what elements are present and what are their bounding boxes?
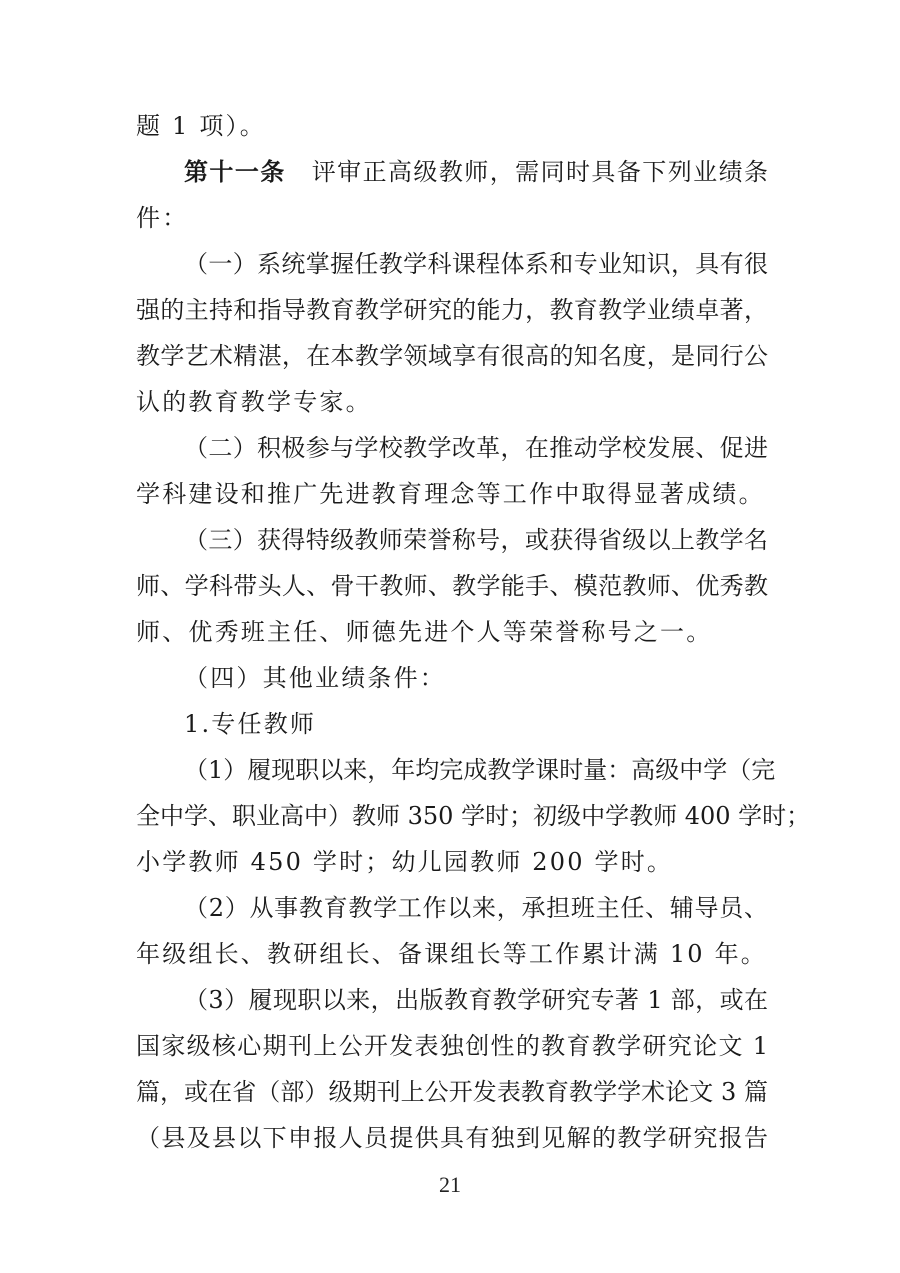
subsection-1-heading: 1.专任教师 <box>184 710 317 738</box>
text-line: 国家级核心期刊上公开发表独创性的教育教学研究论文 1 <box>136 1032 768 1060</box>
text-line: 师、学科带头人、骨干教师、教学能手、模范教师、优秀教 <box>136 572 768 600</box>
page-number: 21 <box>439 1172 461 1197</box>
text-line: 小学教师 450 学时；幼儿园教师 200 学时。 <box>136 848 674 876</box>
text-line: 师、优秀班主任、师德先进个人等荣誉称号之一。 <box>136 618 713 646</box>
text-line: （县及县以下申报人员提供具有独到见解的教学研究报告 <box>136 1124 768 1152</box>
clause-2-line: （二）积极参与学校教学改革，在推动学校发展、促进 <box>184 434 768 462</box>
text-line: 教学艺术精湛，在本教学领域享有很高的知名度，是同行公 <box>136 342 768 370</box>
item-3-line: （3）履现职以来，出版教育教学研究专著 1 部，或在 <box>184 986 768 1014</box>
text-line: 篇，或在省（部）级期刊上公开发表教育教学学术论文 3 篇 <box>136 1078 768 1106</box>
article-11-heading-line <box>184 152 768 192</box>
text-line: 件： <box>136 204 189 232</box>
text-line: 年级组长、教研组长、备课组长等工作累计满 10 年。 <box>136 940 767 968</box>
item-2-line: （2）从事教育教学工作以来，承担班主任、辅导员、 <box>184 894 768 922</box>
article-number: 第十一条 <box>184 158 286 186</box>
clause-1-line: （一）系统掌握任教学科课程体系和专业知识，具有很 <box>184 250 768 278</box>
article-11-intro: 评审正高级教师，需同时具备下列业绩条 <box>311 158 769 186</box>
text-line: 认的教育教学专家。 <box>136 388 372 416</box>
clause-3-line: （三）获得特级教师荣誉称号，或获得省级以上教学名 <box>184 526 768 554</box>
text-line: 全中学、职业高中）教师 350 学时；初级中学教师 400 学时； <box>136 802 811 830</box>
item-1-line: （1）履现职以来，年均完成教学课时量：高级中学（完 <box>184 756 776 784</box>
clause-4-line: （四）其他业绩条件： <box>184 664 446 692</box>
text-line: 学科建设和推广先进教育理念等工作中取得显著成绩。 <box>136 480 765 508</box>
text-line: 强的主持和指导教育教学研究的能力，教育教学业绩卓著， <box>136 296 768 324</box>
text-line-continuation: 题 1 项）。 <box>136 112 266 140</box>
